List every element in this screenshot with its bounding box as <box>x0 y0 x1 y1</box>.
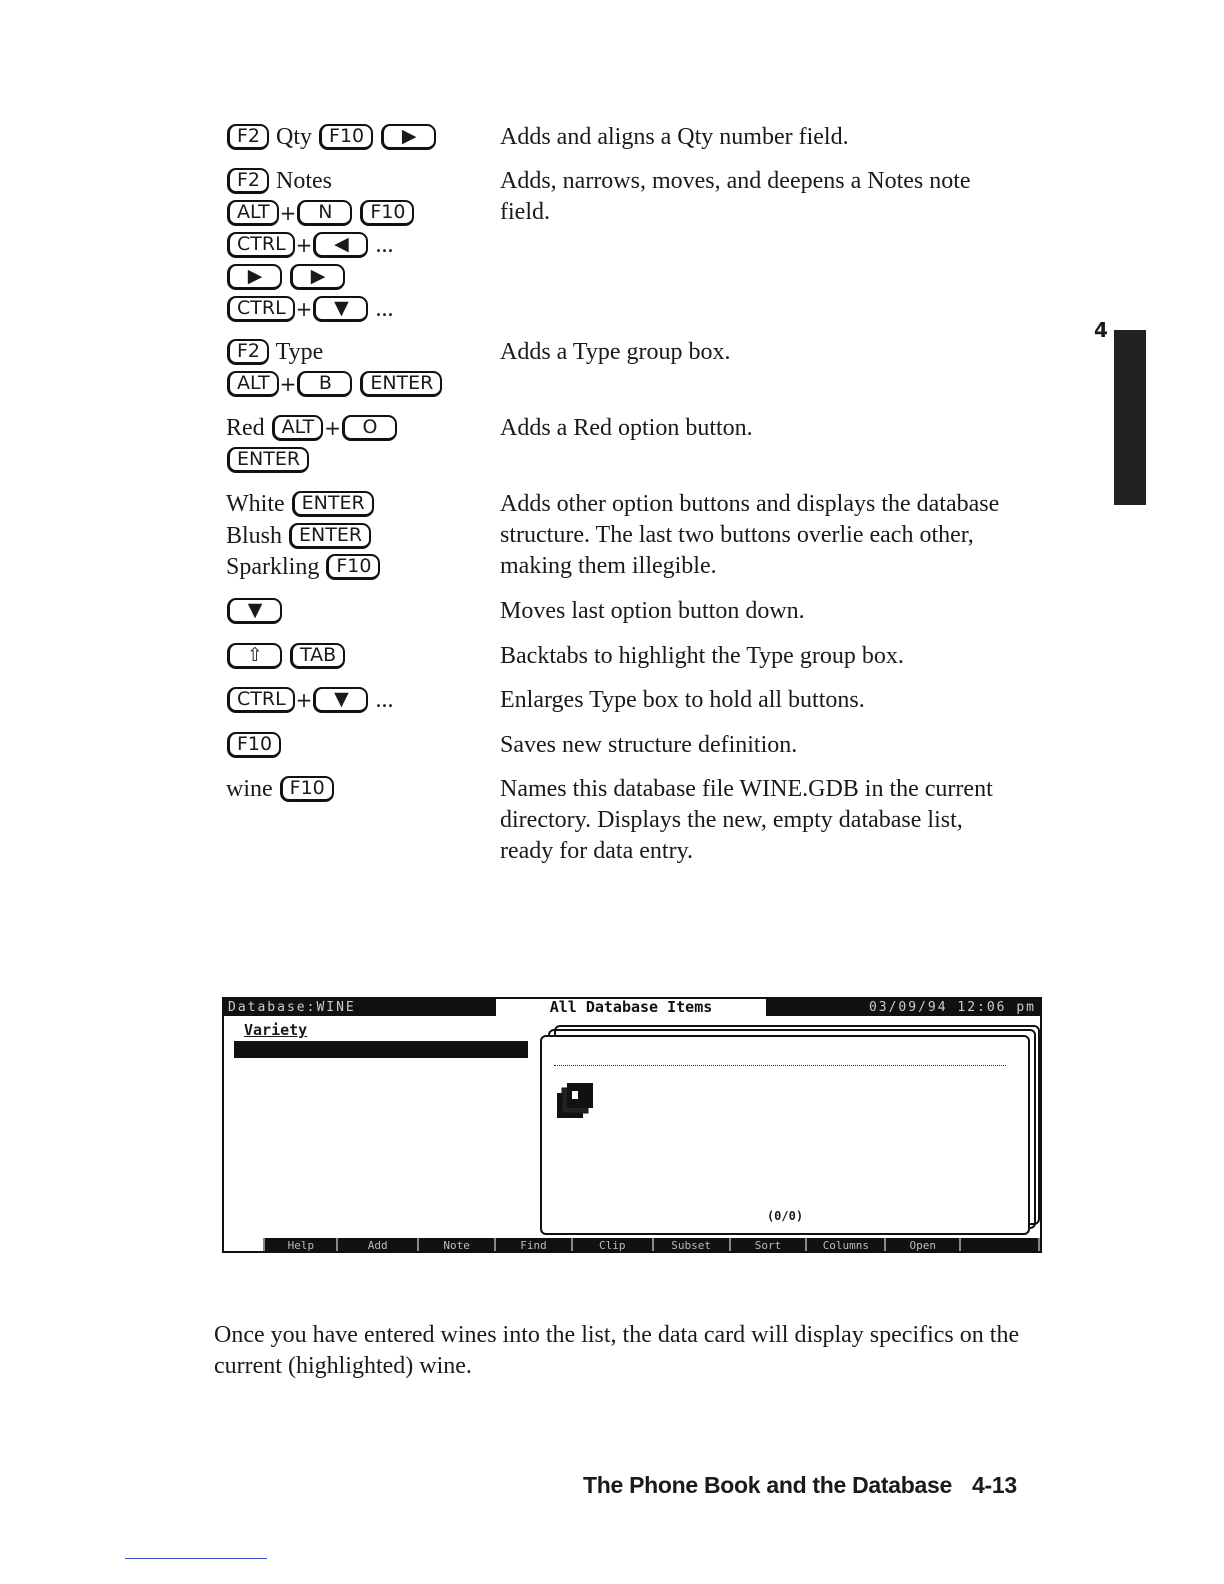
key-cap: ALT <box>272 415 324 441</box>
step-keys <box>226 730 496 761</box>
step-keys <box>226 552 496 583</box>
key-plus: + <box>295 688 313 712</box>
key-cap: F2 <box>227 124 269 150</box>
step-text: Type <box>270 339 324 365</box>
key-cap: ▼ <box>313 296 368 322</box>
caption: Once you have entered wines into the list, the data card will display specifics on the current (highlighted) wine. <box>214 1322 1020 1379</box>
step-keys <box>226 774 496 805</box>
column-header-variety[interactable]: Variety <box>244 1021 308 1039</box>
step-keys <box>226 122 496 153</box>
fkey-blank <box>961 1238 1040 1253</box>
key-cap: ALT <box>227 371 279 397</box>
step-text: Qty <box>270 124 319 150</box>
page-number: 4-13 <box>972 1472 1017 1498</box>
key-cap: ▼ <box>313 687 368 713</box>
step-keys <box>226 641 496 672</box>
step-description: Saves new structure definition. <box>500 732 798 758</box>
chapter-number: 4 <box>1094 318 1108 342</box>
fkey-columns[interactable]: Columns <box>807 1238 886 1253</box>
step-text: White <box>226 491 291 517</box>
step-text <box>283 643 289 669</box>
key-cap: N <box>297 200 352 226</box>
screen-title-bar <box>224 999 1040 1016</box>
key-plus: + <box>295 297 313 321</box>
key-plus: + <box>324 416 342 440</box>
key-cap: B <box>297 371 352 397</box>
step-description: Adds a Type group box. <box>500 339 731 365</box>
fkey-clip[interactable]: Clip <box>573 1238 654 1253</box>
highlighted-row[interactable] <box>234 1041 528 1058</box>
key-cap: F10 <box>319 124 373 150</box>
step-text: ... <box>369 232 394 258</box>
step-keys <box>226 489 496 520</box>
step-text: Notes <box>270 168 333 194</box>
step-text: ... <box>369 687 394 713</box>
step-text: Blush <box>226 523 289 549</box>
step-text <box>283 264 289 290</box>
fkey-add[interactable]: Add <box>338 1238 419 1253</box>
key-cap: CTRL <box>227 232 295 258</box>
function-key-bar <box>224 1238 1040 1253</box>
step-description: Moves last option button down. <box>500 598 805 624</box>
footer-title: The Phone Book and the Database <box>583 1472 952 1498</box>
card-stack-icon <box>556 1083 594 1119</box>
step-description: Backtabs to highlight the Type group box. <box>500 643 904 669</box>
key-cap: F10 <box>227 732 281 758</box>
step-keys <box>226 294 496 325</box>
step-description: Adds, narrows, moves, and deepens a Notes note field. <box>500 168 971 225</box>
step-keys <box>226 521 496 552</box>
step-keys <box>226 685 496 716</box>
key-cap: ALT <box>227 200 279 226</box>
key-plus: + <box>295 233 313 257</box>
fkey-sort[interactable]: Sort <box>731 1238 808 1253</box>
key-cap: ▶ <box>381 124 436 150</box>
key-plus: + <box>279 372 297 396</box>
step-keys <box>226 596 496 627</box>
step-text <box>353 200 359 226</box>
key-cap: F10 <box>326 554 380 580</box>
key-cap: TAB <box>290 643 345 669</box>
fkey-help[interactable]: Help <box>265 1238 338 1253</box>
step-description: Adds and aligns a Qty number field. <box>500 124 849 150</box>
step-keys <box>226 230 496 261</box>
step-keys <box>226 369 496 400</box>
step-keys <box>226 413 496 444</box>
key-cap: CTRL <box>227 687 295 713</box>
step-keys <box>226 166 496 197</box>
data-card[interactable] <box>540 1035 1030 1235</box>
fkey-blank <box>224 1238 265 1253</box>
chapter-tab-marker <box>1114 330 1146 505</box>
key-cap: ENTER <box>289 523 371 549</box>
key-cap: ⇧ <box>227 643 282 669</box>
key-cap: ◀ <box>313 232 368 258</box>
fkey-find[interactable]: Find <box>496 1238 573 1253</box>
step-keys <box>226 198 496 229</box>
database-label: Database:WINE <box>228 1000 356 1015</box>
fkey-subset[interactable]: Subset <box>654 1238 731 1253</box>
step-description: Adds other option buttons and displays the database structure. The last two buttons overlie each other, making them illegible. <box>500 491 1000 579</box>
step-keys <box>226 337 496 368</box>
key-cap: ▼ <box>227 598 282 624</box>
bottom-rule <box>125 1558 267 1559</box>
step-text <box>374 124 380 150</box>
key-cap: F2 <box>227 339 269 365</box>
view-title: All Database Items <box>496 999 766 1016</box>
database-screenshot <box>222 997 1042 1253</box>
key-cap: F2 <box>227 168 269 194</box>
key-cap: F10 <box>280 776 334 802</box>
key-cap: O <box>342 415 397 441</box>
step-text: Red <box>226 415 271 441</box>
step-description: Names this database file WINE.GDB in the current directory. Displays the new, empty database list, ready for data entry. <box>500 776 993 864</box>
record-count: (0/0) <box>766 1209 804 1223</box>
step-text: Sparkling <box>226 554 326 580</box>
key-cap: ENTER <box>292 491 374 517</box>
key-cap: F10 <box>360 200 414 226</box>
key-cap: CTRL <box>227 296 295 322</box>
key-plus: + <box>279 201 297 225</box>
step-text: ... <box>369 296 394 322</box>
fkey-note[interactable]: Note <box>419 1238 496 1253</box>
fkey-open[interactable]: Open <box>886 1238 961 1253</box>
key-cap: ▶ <box>227 264 282 290</box>
datetime: 03/09/94 12:06 pm <box>868 1000 1036 1015</box>
card-divider <box>554 1065 1006 1066</box>
step-description: Adds a Red option button. <box>500 415 753 441</box>
key-cap: ENTER <box>227 447 309 473</box>
page-footer <box>583 1472 1017 1499</box>
step-keys <box>226 262 496 293</box>
step-keys <box>226 445 496 476</box>
key-cap: ENTER <box>360 371 442 397</box>
key-cap: ▶ <box>290 264 345 290</box>
step-text <box>353 371 359 397</box>
step-description: Enlarges Type box to hold all buttons. <box>500 687 865 713</box>
step-text: wine <box>226 776 279 802</box>
